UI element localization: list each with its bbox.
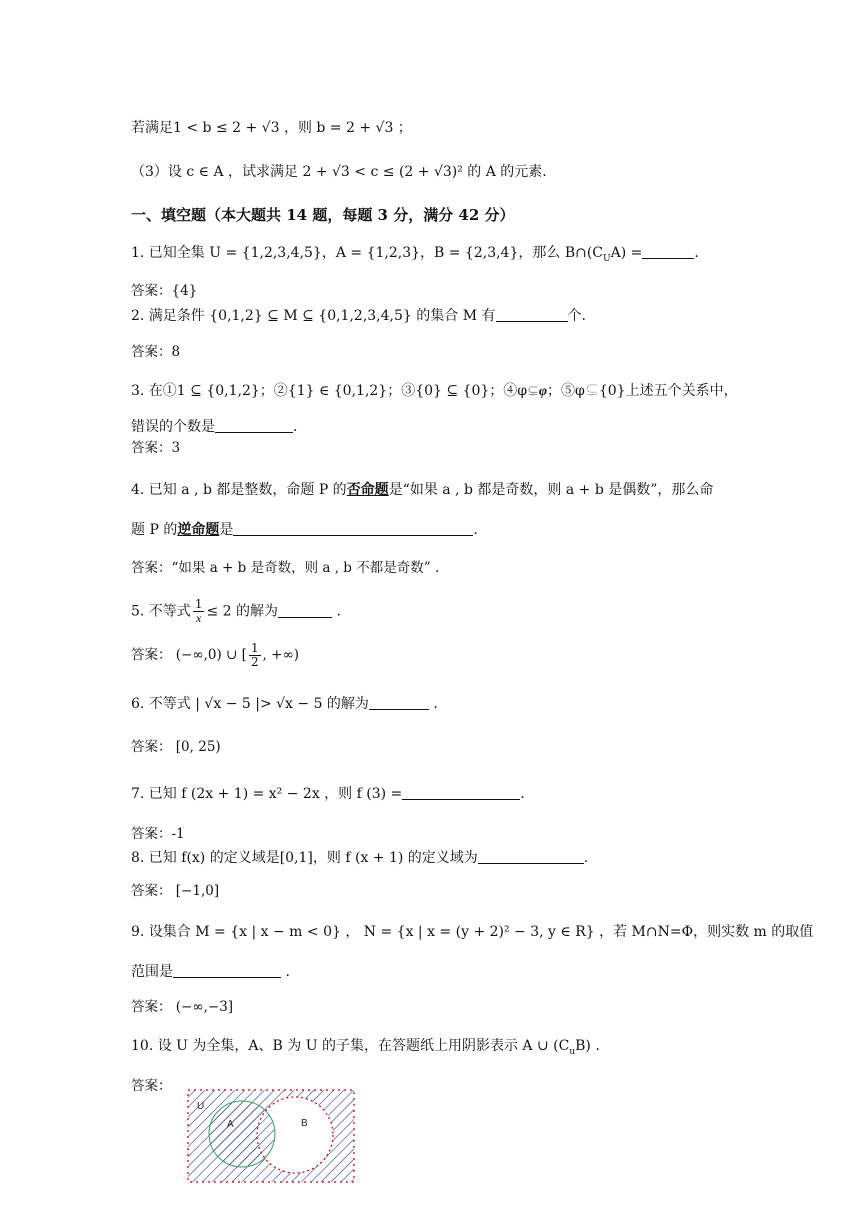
section-title: 一、填空题（本大题共 14 题，每题 3 分，满分 42 分） <box>131 206 515 224</box>
question-3-part5: {0}上述五个关系中， <box>598 383 738 399</box>
question-5: 5. 不等式 $\frac{1}{x}$ ≤ 2 的解为 . <box>131 597 341 625</box>
question-2-unit: 个. <box>567 308 586 324</box>
answer-blank-4 <box>233 521 473 536</box>
question-3-text: 3. 在①1 ⊆ {0,1,2}；②{1} ∈ {0,1,2}；③{0} ⊆ {0}；④φ <box>131 383 528 399</box>
question-1-sub: U <box>603 253 611 264</box>
answer-5-text: 答案： (−∞,0) ∪ [ <box>131 647 247 663</box>
not-subset-symbol-2: ⊊ <box>584 383 599 399</box>
answer-6: 答案： [0, 25) <box>131 739 221 755</box>
answer-blank-6 <box>369 695 429 710</box>
question-1-text: 1. 已知全集 U = {1,2,3,4,5}，A = {1,2,3}，B = {2,3,4}，那么 B∩(C <box>131 245 604 261</box>
question-10-sub: u <box>569 1046 576 1057</box>
question-3-line-2: 错误的个数是 . <box>131 419 298 435</box>
negation-label: 否命题 <box>346 482 389 498</box>
question-8: 8. 已知 f(x) 的定义域是[0,1]，则 f (x + 1) 的定义域为 . <box>131 850 589 866</box>
answer-5 <box>131 642 299 669</box>
answer-blank-8 <box>478 849 584 864</box>
universe-label: U <box>197 1101 205 1112</box>
question-2-text: 2. 满足条件 {0,1,2} ⊆ M ⊆ {0,1,2,3,4,5} 的集合 M 有 <box>131 308 496 324</box>
fraction-1-over-2: $\frac{1}{2}$ <box>250 641 259 669</box>
question-3-text-2: 错误的个数是 <box>131 419 215 435</box>
answer-2: 答案：8 <box>131 344 181 360</box>
question-4-suffix: 是 <box>219 522 234 538</box>
answer-blank-9 <box>173 963 281 978</box>
question-10-rest: B) . <box>575 1038 600 1054</box>
answer-1: 答案：{4} <box>131 283 198 299</box>
question-3-part4: ；⑤φ <box>547 383 585 399</box>
set-a-label: A <box>227 1119 234 1130</box>
answer-blank-2 <box>496 307 568 322</box>
set-b-label: B <box>301 1118 308 1129</box>
answer-8: 答案： [−1,0] <box>131 883 220 899</box>
question-6-text: 6. 不等式 | √x − 5 |> √x − 5 的解为 <box>131 696 369 712</box>
question-5-text: 5. 不等式 <box>131 603 191 620</box>
question-6: 6. 不等式 | √x − 5 |> √x − 5 的解为 . <box>131 696 438 712</box>
answer-9: 答案： (−∞,−3] <box>131 999 234 1015</box>
question-4-prefix: 题 P 的 <box>131 522 178 538</box>
question-2 <box>131 306 586 326</box>
question-10 <box>131 1036 600 1062</box>
question-10-text: 10. 设 U 为全集，A、B 为 U 的子集，在答题纸上用阴影表示 A ∪ (C <box>131 1038 570 1054</box>
question-4-text: 4. 已知 a , b 都是整数，命题 P 的 <box>131 482 347 498</box>
answer-10: 答案： <box>131 1078 172 1094</box>
answer-7: 答案：-1 <box>131 826 185 842</box>
question-9-line-2: 范围是 . <box>131 964 290 980</box>
answer-blank-5 <box>278 603 332 618</box>
question-9: 9. 设集合 M = {x | x − m < 0} ， N = {x | x = (y + 2)² − 3, y ∈ R} ，若 M∩N=Φ，则实数 m 的取值 <box>131 924 814 940</box>
question-7-text: 7. 已知 f (2x + 1) = x² − 2x ，则 f (3) = <box>131 786 403 802</box>
question-3: 3. 在①1 ⊆ {0,1,2}；②{1} ∈ {0,1,2}；③{0} ⊆ {0}；④φ⊊φ；⑤φ⊊{0}上述五个关系中， <box>131 383 738 399</box>
venn-diagram <box>187 1088 355 1184</box>
converse-label: 逆命题 <box>177 522 220 538</box>
question-9-text-2: 范围是 <box>131 964 173 980</box>
answer-blank-3 <box>215 418 293 433</box>
question-1: 1. 已知全集 U = {1,2,3,4,5}，A = {1,2,3}，B = {2,3,4}，那么 $B\cap(C_UA)$ = . <box>131 245 699 264</box>
continued-line-2: （3）设 c ∈ A ，试求满足 2 + √3 < c ≤ (2 + √3)² 的 A 的元素. <box>131 164 547 180</box>
question-7: 7. 已知 f (2x + 1) = x² − 2x ，则 f (3) = . <box>131 786 525 802</box>
answer-3: 答案：3 <box>131 440 181 456</box>
question-8-text: 8. 已知 f(x) 的定义域是[0,1]，则 f (x + 1) 的定义域为 <box>131 850 478 866</box>
answer-5-rest: , +∞) <box>262 647 299 663</box>
not-subset-symbol-1: ⊊ <box>527 383 539 399</box>
answer-blank-7 <box>402 785 520 800</box>
question-1-rest: A) = <box>610 245 643 261</box>
fraction-1-over-x: $\frac{1}{x}$ <box>194 597 203 625</box>
answer-4: 答案：“如果 a + b 是奇数，则 a , b 不都是奇数” . <box>131 560 440 576</box>
question-4-line-2: 题 P 的逆命题是 . <box>131 522 478 538</box>
question-4-negation-text: 是“如果 a , b 都是奇数，则 a + b 是偶数”，那么命 <box>388 482 714 498</box>
question-5-rest: ≤ 2 的解为 <box>206 603 278 620</box>
continued-line-1: 若满足1 < b ≤ 2 + √3 ，则 b = 2 + √3 ； <box>131 120 412 136</box>
answer-blank-1 <box>642 244 694 259</box>
question-4 <box>131 480 713 500</box>
